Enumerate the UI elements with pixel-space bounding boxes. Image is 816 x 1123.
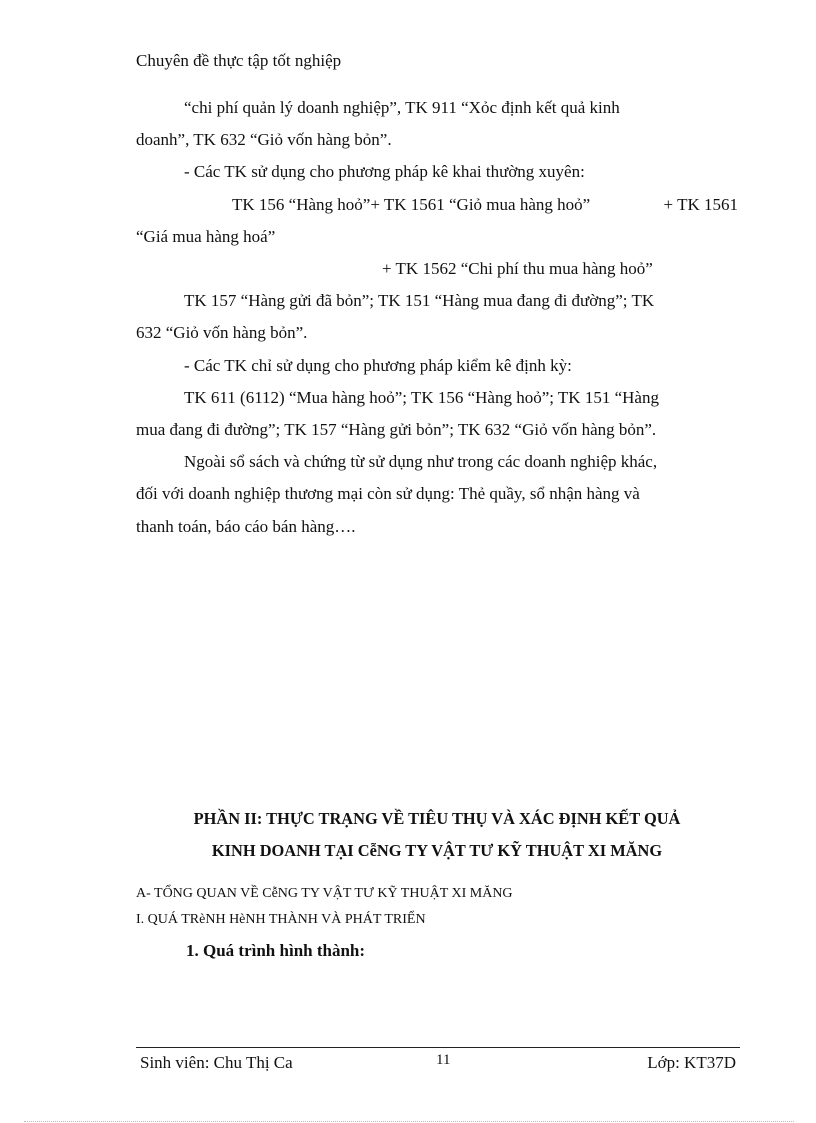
paragraph-line: “chi phí quản lý doanh nghiệp”, TK 911 “Xỏc định kết quả kinh [184, 98, 620, 117]
paragraph-line: 632 “Giỏ vốn hàng bỏn”. [136, 323, 308, 343]
paragraph-line: thanh toán, báo cáo bán hàng…. [136, 516, 356, 536]
paragraph-line: - Các TK sử dụng cho phương pháp kê khai thường xuyên: [184, 162, 585, 182]
paragraph-line: - Các TK chỉ sử dụng cho phương pháp kiểm kê định kỳ: [184, 355, 572, 375]
paragraph-line: mua đang đi đường”; TK 157 “Hàng gửi bỏn”; TK 632 “Giỏ vốn hàng bỏn”. [136, 420, 657, 440]
paragraph-line: đối với doanh nghiệp thương mại còn sử dụng: Thẻ quầy, sổ nhận hàng và [136, 484, 640, 504]
class-label: Lớp: KT37D [647, 1053, 736, 1072]
body-text [136, 92, 738, 543]
heading-a: A- TỔNG QUAN VỀ CễNG TY VẬT TƯ KỸ THUẬT XI MĂNG [136, 886, 513, 901]
page-header [136, 50, 341, 72]
student-name: Chu Thị Ca [213, 1053, 293, 1072]
paragraph-line: “Giá mua hàng hoá” [136, 226, 276, 246]
item-heading: 1. Quá trình hình thành: [186, 941, 366, 960]
paragraph-line: TK 611 (6112) “Mua hàng hoỏ”; TK 156 “Hàng hoỏ”; TK 151 “Hàng [184, 387, 659, 407]
paragraph-line: Ngoài sổ sách và chứng từ sử dụng như trong các doanh nghiệp khác, [184, 452, 658, 472]
header-title: Chuyên đề thực tập tốt nghiệp [136, 51, 342, 70]
page-footer [140, 1052, 736, 1078]
section-title [136, 803, 738, 867]
page-number: 11 [436, 1052, 451, 1068]
page-edge-divider [24, 1121, 794, 1122]
paragraph-line [136, 189, 738, 221]
paragraph-line: + TK 1562 “Chi phí thu mua hàng hoỏ” [382, 259, 653, 279]
section-title-line: PHẦN II: THỰC TRẠNG VỀ TIÊU THỤ VÀ XÁC ĐỊNH KẾT QUẢ [193, 809, 681, 828]
student-info [140, 1052, 293, 1074]
paragraph-line: TK 157 “Hàng gửi đã bỏn”; TK 151 “Hàng mua đang đi đường”; TK [184, 291, 655, 311]
sub-headings [136, 881, 738, 933]
footer-divider [136, 1047, 740, 1048]
account-list-right: + TK 1561 [663, 194, 738, 214]
section-title-line: KINH DOANH TẠI CễNG TY VẬT TƯ KỸ THUẬT XI MĂNG [211, 841, 663, 860]
account-list-left: TK 156 “Hàng hoỏ”+ TK 1561 “Giỏ mua hàng hoỏ” [232, 194, 591, 214]
paragraph-line: doanh”, TK 632 “Giỏ vốn hàng bỏn”. [136, 130, 392, 150]
heading-i: I. QUÁ TRèNH HèNH THÀNH VÀ PHÁT TRIỂN [136, 912, 426, 927]
student-label: Sinh viên: [140, 1053, 210, 1072]
